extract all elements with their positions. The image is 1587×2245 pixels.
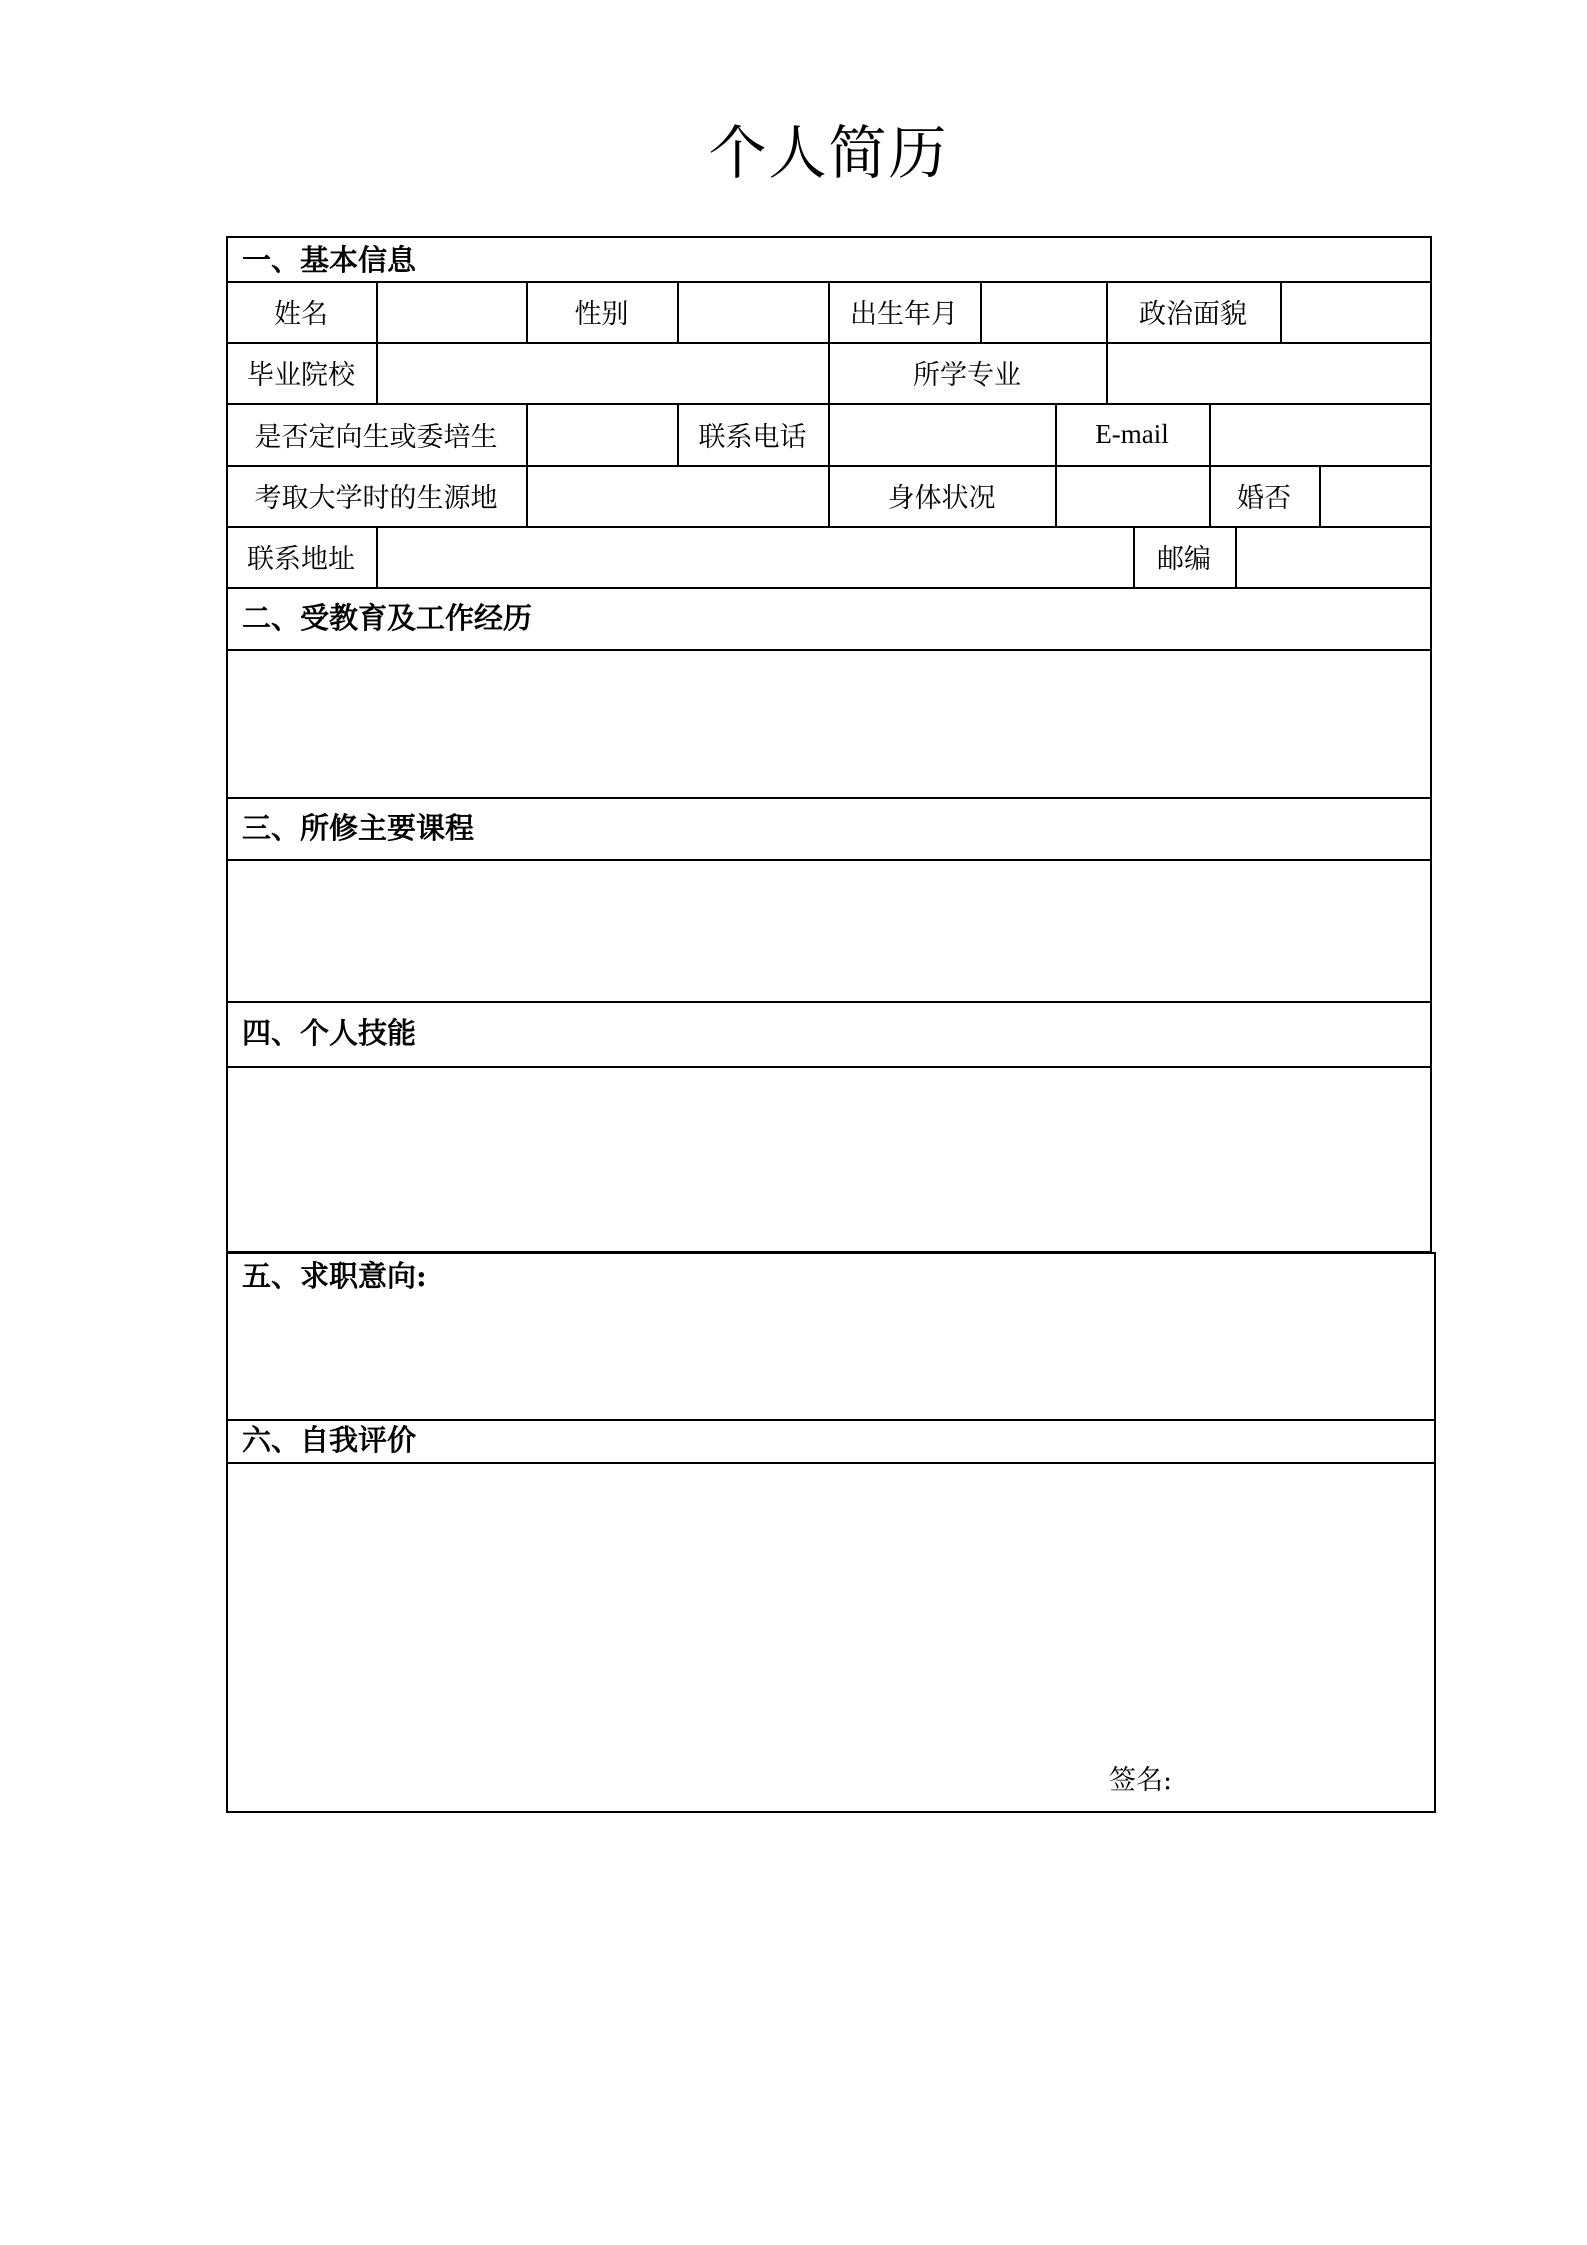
major-field[interactable]: [1108, 344, 1429, 402]
school-label: 毕业院校: [247, 360, 355, 391]
political-status-field[interactable]: [1282, 283, 1429, 341]
postcode-field[interactable]: [1237, 528, 1429, 586]
row-divider: [226, 587, 1432, 589]
page-title: 个人简历: [708, 119, 949, 187]
skills-content-area[interactable]: [228, 1068, 1430, 1249]
origin-label: 考取大学时的生源地: [254, 483, 498, 514]
row-divider: [226, 797, 1432, 799]
marital-label: 婚否: [1237, 483, 1291, 514]
job-intent-content-area[interactable]: [228, 1300, 1434, 1417]
row-divider: [226, 1001, 1432, 1003]
courses-content-area[interactable]: [228, 861, 1430, 1000]
phone-label: 联系电话: [698, 421, 807, 453]
name-field[interactable]: [378, 283, 525, 341]
address-field[interactable]: [378, 528, 1132, 586]
major-label: 所学专业: [913, 360, 1021, 391]
phone-field[interactable]: [830, 405, 1054, 464]
section-header-skills: 四、个人技能: [242, 1016, 417, 1050]
section-header-courses: 三、所修主要课程: [242, 811, 475, 845]
name-label: 姓名: [274, 299, 328, 330]
gender-label: 性别: [574, 299, 629, 330]
sponsored-student-label: 是否定向生或委培生: [254, 421, 498, 453]
email-label: E-mail: [1095, 418, 1169, 449]
postcode-label: 邮编: [1157, 544, 1211, 575]
sponsored-student-field[interactable]: [528, 405, 676, 464]
address-label: 联系地址: [247, 544, 355, 575]
political-status-label: 政治面貌: [1139, 299, 1247, 330]
section-header-self-evaluation: 六、自我评价: [242, 1423, 417, 1457]
section-header-basic-info: 一、基本信息: [242, 243, 417, 277]
section-header-job-intent: 五、求职意向:: [242, 1259, 427, 1293]
health-label: 身体状况: [887, 483, 996, 514]
section-header-education: 二、受教育及工作经历: [242, 601, 533, 635]
birth-field[interactable]: [982, 283, 1105, 341]
email-field[interactable]: [1211, 405, 1429, 464]
self-evaluation-content-area[interactable]: [228, 1464, 1434, 1764]
gender-field[interactable]: [679, 283, 827, 341]
health-field[interactable]: [1057, 467, 1208, 525]
birth-label: 出生年月: [850, 299, 958, 330]
origin-field[interactable]: [528, 467, 827, 525]
school-field[interactable]: [378, 344, 827, 402]
education-content-area[interactable]: [228, 651, 1430, 796]
signature-label: 签名:: [1109, 1765, 1173, 1796]
marital-field[interactable]: [1321, 467, 1429, 525]
